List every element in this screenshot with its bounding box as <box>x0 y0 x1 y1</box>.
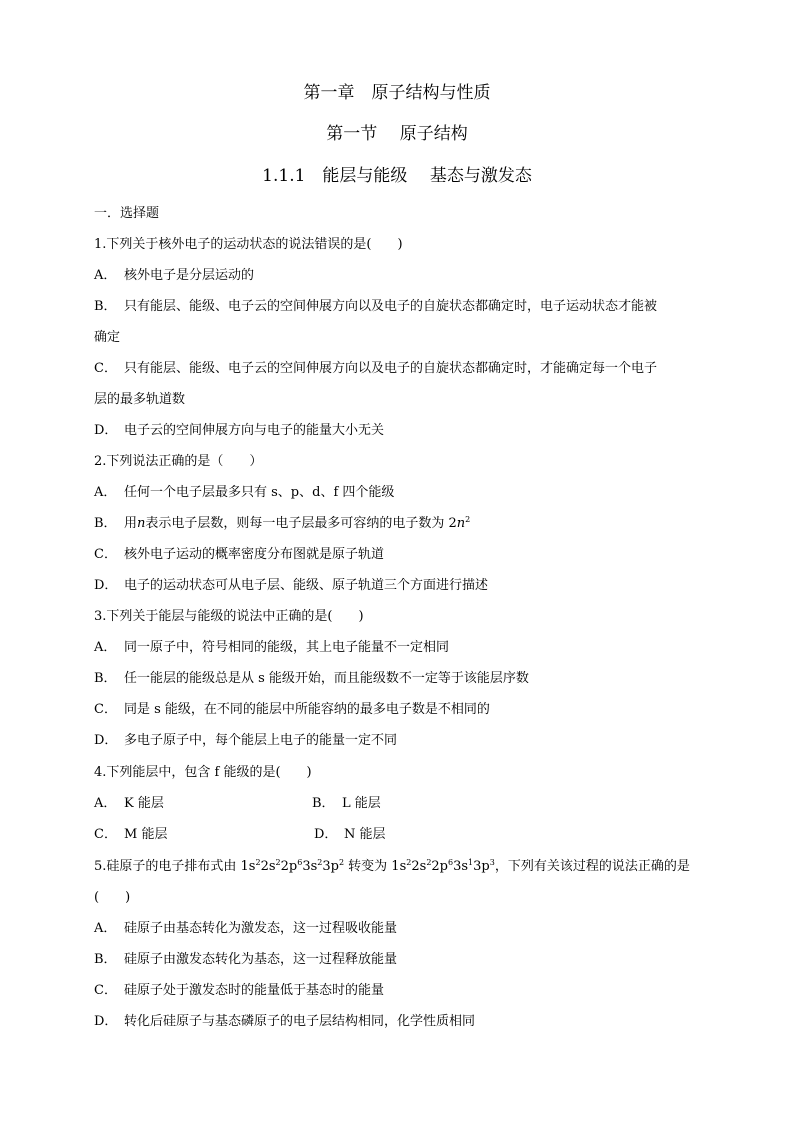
superscript: 2 <box>255 858 261 867</box>
option-text: 电子云的空间伸展方向与电子的能量大小无关 <box>124 423 385 438</box>
variable-n: n <box>137 516 146 531</box>
option-label: C． <box>94 702 117 717</box>
option-label: B． <box>94 516 117 531</box>
question-5-stem-continued: ( ) <box>94 890 131 905</box>
question-4-option-a <box>94 796 164 811</box>
orbital: 2s <box>260 859 276 874</box>
option-text: L 能层 <box>342 796 381 811</box>
question-1-option-c <box>94 360 657 378</box>
orbital: 2p <box>280 859 298 874</box>
superscript: 2 <box>338 858 345 867</box>
question-2-option-a <box>94 484 394 502</box>
question-1-option-d <box>94 422 384 440</box>
option-label: C． <box>94 827 117 842</box>
option-text: 只有能层、能级、电子云的空间伸展方向以及电子的自旋状态都确定时，电子运动状态才能被 <box>124 299 658 314</box>
option-label: A． <box>94 485 117 500</box>
orbital: 3p <box>473 859 490 874</box>
option-label: B． <box>94 299 117 314</box>
option-label: C． <box>94 983 117 998</box>
option-label: B． <box>94 952 117 967</box>
question-1-stem: 1.下列关于核外电子的运动状态的说法错误的是( ) <box>94 237 403 252</box>
option-label: A． <box>94 921 117 936</box>
option-text: 同一原子中，符号相同的能级，其上电子能量不一定相同 <box>124 640 450 655</box>
option-label: D． <box>94 423 118 438</box>
question-4-option-c <box>94 827 167 842</box>
question-5-option-c <box>94 982 384 1000</box>
superscript: 1 <box>468 858 474 867</box>
question-3-option-a <box>94 639 449 657</box>
question-4-stem: 4.下列能层中，包含 f 能级的是( ) <box>94 765 312 780</box>
option-label: C． <box>94 361 117 376</box>
question-2-option-c <box>94 546 384 564</box>
question-4-options-row-1 <box>94 795 594 813</box>
chapter-title: 第一章 原子结构与性质 <box>303 83 491 103</box>
superscript: 2 <box>465 515 471 524</box>
question-4-option-b <box>312 795 381 813</box>
question-4-option-d <box>314 826 386 844</box>
question-2-option-b <box>94 515 470 533</box>
question-1-option-c-continued: 层的最多轨道数 <box>94 392 186 407</box>
stem-text: ，下列有关该过程的说法正确的是 <box>494 859 690 874</box>
question-5-option-a <box>94 920 397 938</box>
option-label: D． <box>94 733 118 748</box>
superscript: 2 <box>426 858 432 867</box>
option-text: 多电子原子中，每个能层上电子的能量一定不同 <box>124 733 398 748</box>
question-1-option-a <box>94 267 254 285</box>
part-heading: 一．选择题 <box>94 206 160 221</box>
question-3-option-c <box>94 701 490 719</box>
question-5-option-d <box>94 1013 475 1031</box>
orbital: 3p <box>322 859 339 874</box>
orbital: 2p <box>431 859 448 874</box>
option-label: C． <box>94 547 117 562</box>
option-text: 用 <box>124 516 138 531</box>
section-title: 第一节 原子结构 <box>326 124 468 144</box>
option-text: 任一能层的能级总是从 s 能级开始，而且能级数不一定等于该能层序数 <box>124 671 529 686</box>
superscript: 6 <box>448 858 454 867</box>
option-text: 核外电子运动的概率密度分布图就是原子轨道 <box>124 547 385 562</box>
superscript: 2 <box>275 858 281 867</box>
option-text: 电子的运动状态可从电子层、能级、原子轨道三个方面进行描述 <box>124 578 489 593</box>
question-3-option-d <box>94 732 397 750</box>
option-label: D． <box>314 827 338 842</box>
orbital: 2s <box>411 859 427 874</box>
option-text: 核外电子是分层运动的 <box>124 268 255 283</box>
question-5-option-b <box>94 951 397 969</box>
question-4-options-row-2 <box>94 826 594 844</box>
lesson-title: 1.1.1 能层与能级 基态与激发态 <box>262 166 532 186</box>
option-text: 只有能层、能级、电子云的空间伸展方向以及电子的自旋状态都确定时，才能确定每一个电子 <box>124 361 658 376</box>
option-text: 表示电子层数，则每一电子层最多可容纳的电子数为 2 <box>145 516 457 531</box>
option-label: D． <box>94 1014 118 1029</box>
superscript: 6 <box>297 858 303 867</box>
option-text: 转化后硅原子与基态磷原子的电子层结构相同，化学性质相同 <box>124 1014 476 1029</box>
question-3-option-b <box>94 670 529 688</box>
option-label: A． <box>94 796 117 811</box>
option-text: 硅原子由激发态转化为基态，这一过程释放能量 <box>124 952 398 967</box>
variable-n: n <box>456 516 466 531</box>
option-label: A． <box>94 268 117 283</box>
superscript: 2 <box>317 858 323 867</box>
option-text: 硅原子由基态转化为激发态，这一过程吸收能量 <box>124 921 398 936</box>
option-label: A． <box>94 640 117 655</box>
option-text: N 能层 <box>344 827 386 842</box>
question-3-stem: 3.下列关于能层与能级的说法中正确的是( ) <box>94 609 364 624</box>
orbital: 3s <box>453 859 469 874</box>
orbital: 3s <box>302 859 318 874</box>
question-2-stem: 2.下列说法正确的是（ ） <box>94 454 263 469</box>
question-1-option-b <box>94 298 657 316</box>
option-text: 同是 s 能级，在不同的能层中所能容纳的最多电子数是不相同的 <box>124 702 490 717</box>
stem-text: 转变为 1s <box>344 859 407 874</box>
option-text: M 能层 <box>124 827 168 842</box>
stem-text: 5.硅原子的电子排布式由 1s <box>94 859 256 874</box>
option-label: D． <box>94 578 118 593</box>
option-label: B． <box>94 671 117 686</box>
option-label: B． <box>312 796 335 811</box>
question-5-stem <box>94 858 690 876</box>
question-1-option-b-continued: 确定 <box>94 330 121 345</box>
superscript: 2 <box>406 858 412 867</box>
question-2-option-d <box>94 577 488 595</box>
option-text: K 能层 <box>124 796 164 811</box>
option-text: 硅原子处于激发态时的能量低于基态时的能量 <box>124 983 385 998</box>
option-text: 任何一个电子层最多只有 s、p、d、f 四个能级 <box>124 485 395 500</box>
superscript: 3 <box>489 858 495 867</box>
